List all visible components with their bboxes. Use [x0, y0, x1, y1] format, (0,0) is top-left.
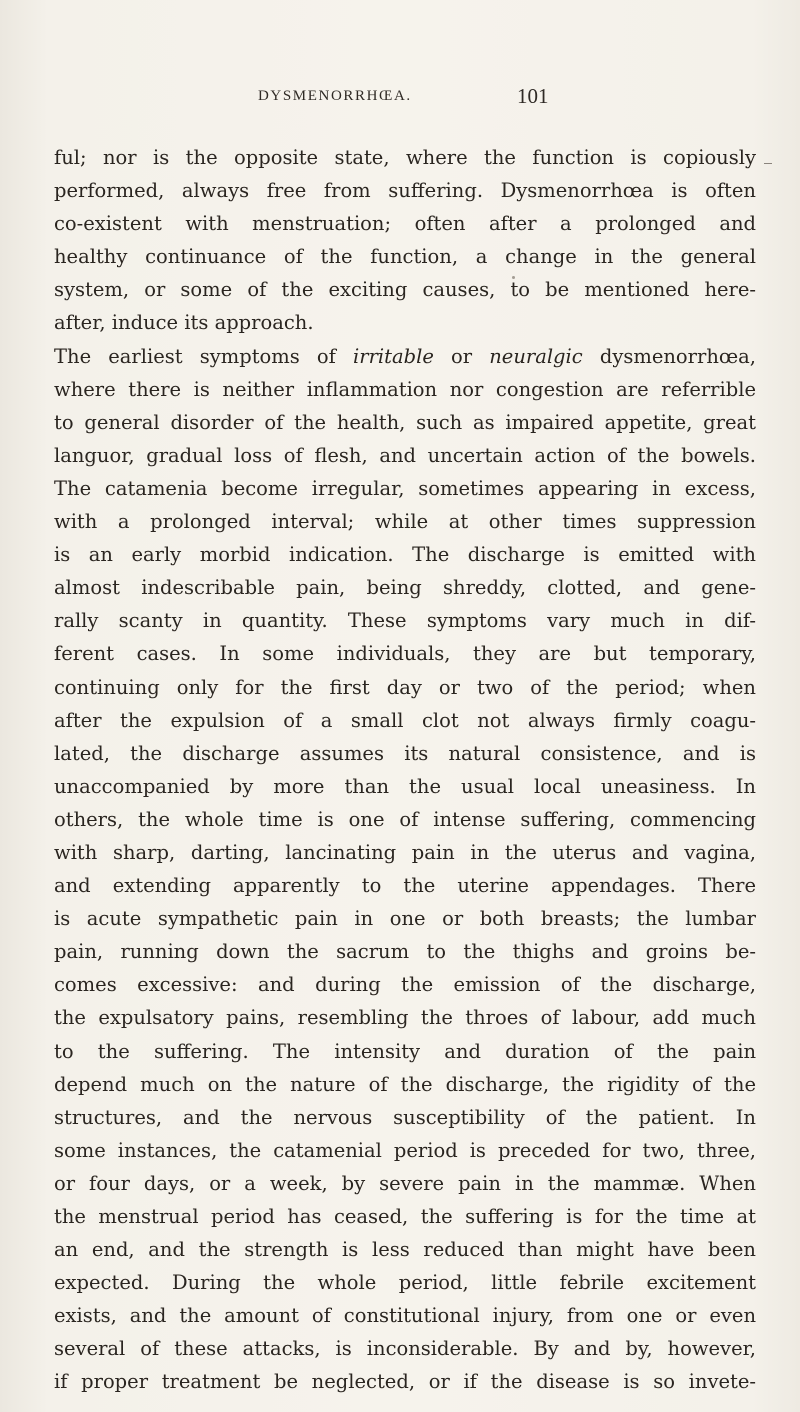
text-line: system, or some of the exciting causes, to be mentioned here-	[54, 278, 756, 302]
text-line: co-existent with menstruation; often after a prolonged and	[54, 212, 756, 236]
text-line: after, induce its approach.	[54, 311, 314, 335]
text-line: and extending apparently to the uterine appendages. There	[54, 874, 756, 898]
text-line: depend much on the nature of the discharge, the rigidity of the	[54, 1072, 756, 1096]
paragraph-first-line	[54, 340, 756, 373]
body-text	[54, 141, 756, 1399]
text-line: exists, and the amount of constitutional injury, from one or even	[54, 1304, 756, 1328]
text-line: rally scanty in quantity. These symptoms vary much in dif-	[54, 609, 756, 633]
running-head	[0, 84, 800, 114]
text-line: structures, and the nervous susceptibility of the patient. In	[54, 1105, 756, 1129]
italic-term: irritable	[353, 344, 434, 368]
text-line: is an early morbid indication. The discharge is emitted with	[54, 543, 756, 567]
text-line: is acute sympathetic pain in one or both breasts; the lumbar	[54, 907, 756, 931]
text-line: expected. During the whole period, little febrile excitement	[54, 1271, 756, 1295]
text-line: where there is neither inflammation nor congestion are referrible	[54, 377, 756, 401]
text-run: dysmenorrhœa,	[582, 344, 756, 368]
text-line: the menstrual period has ceased, the suffering is for the time at	[54, 1205, 756, 1228]
text-line: ferent cases. In some individuals, they are but temporary,	[54, 642, 756, 666]
text-line: unaccompanied by more than the usual local uneasiness. In	[54, 774, 756, 798]
text-line: some instances, the catamenial period is preceded for two, three,	[54, 1138, 756, 1162]
text-line: to general disorder of the health, such as impaired appetite, great	[54, 410, 756, 434]
text-line: The catamenia become irregular, sometimes appearing in excess,	[54, 476, 756, 500]
text-run: The earliest symptoms of	[54, 344, 354, 368]
page-number: 101	[517, 84, 549, 108]
running-title: DYSMENORRHŒA.	[258, 88, 412, 104]
text-line: with a prolonged interval; while at other times suppression	[54, 510, 756, 534]
text-line: lated, the discharge assumes its natural consistence, and is	[54, 741, 756, 765]
text-line: almost indescribable pain, being shreddy, clotted, and gene-	[54, 576, 756, 600]
text-line: performed, always free from suffering. Dysmenorrhœa is often	[54, 179, 756, 203]
text-run: or	[433, 344, 490, 368]
text-line: to the suffering. The intensity and duration of the pain	[54, 1039, 756, 1063]
text-line: ful; nor is the opposite state, where the function is copiously	[54, 146, 756, 169]
text-line: languor, gradual loss of flesh, and uncertain action of the bowels.	[54, 443, 756, 467]
text-line: the expulsatory pains, resembling the throes of labour, add much	[54, 1006, 756, 1030]
text-line: with sharp, darting, lancinating pain in the uterus and vagina,	[54, 840, 756, 864]
text-line: several of these attacks, is inconsiderable. By and by, however,	[54, 1337, 756, 1361]
text-line: an end, and the strength is less reduced than might have been	[54, 1238, 756, 1262]
text-line: comes excessive: and during the emission of the discharge,	[54, 973, 756, 997]
text-line: healthy continuance of the function, a change in the general	[54, 245, 756, 269]
italic-term: neuralgic	[489, 344, 583, 368]
text-line: after the expulsion of a small clot not always firmly coagu-	[54, 708, 756, 732]
text-line: others, the whole time is one of intense suffering, commencing	[54, 807, 756, 831]
text-line: or four days, or a week, by severe pain in the mammæ. When	[54, 1171, 756, 1195]
text-line: if proper treatment be neglected, or if the disease is so invete-	[54, 1370, 756, 1394]
text-line: continuing only for the first day or two of the period; when	[54, 675, 756, 699]
text-line: pain, running down the sacrum to the thighs and groins be-	[54, 940, 756, 964]
margin-mark	[764, 163, 772, 164]
